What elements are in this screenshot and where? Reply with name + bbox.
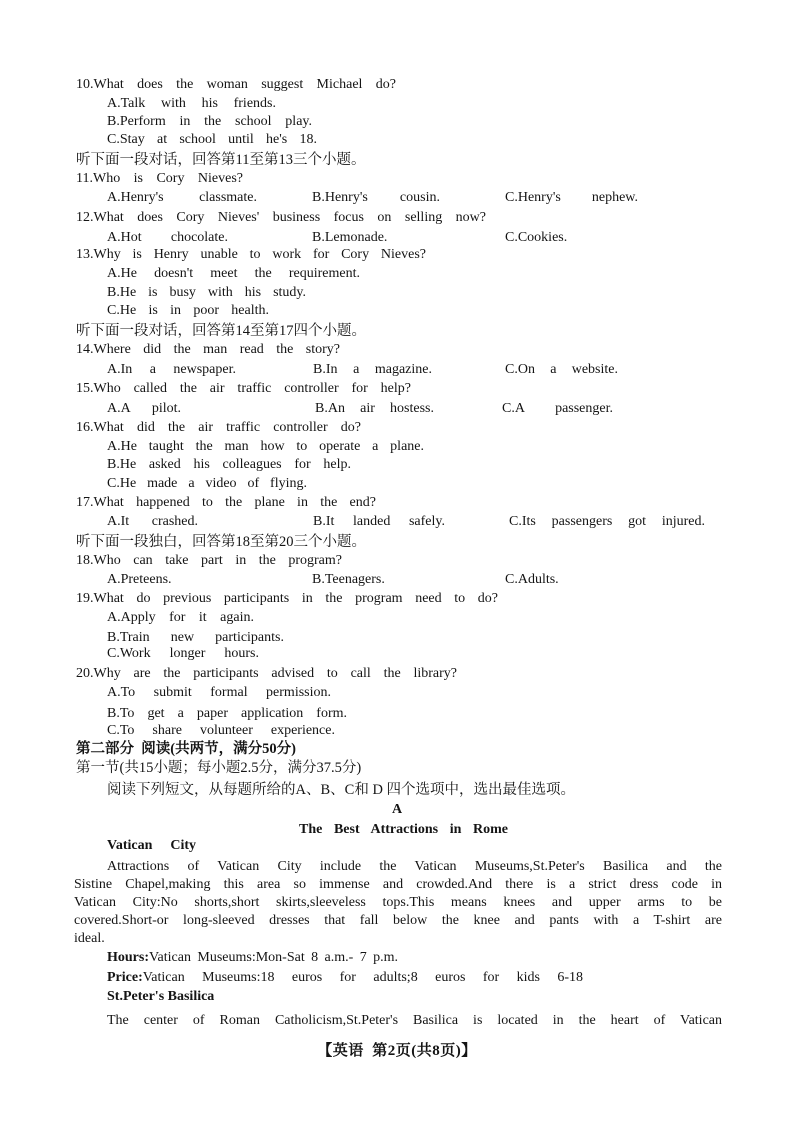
question-11-option-c: C.Henry's nephew. [505,190,638,205]
part-title: 第二部分 阅读(共两节，满分50分) [76,741,296,757]
question-14-stem: 14.Where did the man read the story? [76,342,340,357]
question-17-option-a: A.It crashed. [107,514,198,529]
question-19-option-c: C.Work longer hours. [107,646,259,661]
question-17-option-b: B.It landed safely. [313,514,445,529]
question-17-stem: 17.What happened to the plane in the end? [76,495,376,510]
question-10-option-b: B.Perform in the school play. [107,114,312,129]
vatican-paragraph-line: Attractions of Vatican City include the Vatican Museums,St.Peter's Basilica and the [107,859,722,874]
question-13-option-c: C.He is in poor health. [107,303,269,318]
question-12-stem: 12.What does Cory Nieves' business focus on selling now? [76,210,486,225]
question-20-option-a: A.To submit formal permission. [107,685,331,700]
question-19-option-a: A.Apply for it again. [107,610,254,625]
question-20-stem: 20.Why are the participants advised to call the library? [76,666,457,681]
vatican-paragraph-line: Vatican City:No shorts,short skirts,sleeveless tops.This means knees and upper arms to be [74,895,722,910]
question-12-option-c: C.Cookies. [505,230,568,245]
question-13-stem: 13.Why is Henry unable to work for Cory Nieves? [76,247,426,262]
price-value: Vatican Museums:18 euros for adults;8 euros for kids 6-18 [142,970,583,985]
question-15-option-a: A.A pilot. [107,401,181,416]
passage-letter: A [391,802,403,817]
vatican-price [107,969,583,987]
hours-value: Vatican Museums:Mon-Sat 8 a.m.- 7 p.m. [149,950,398,965]
question-10-stem: 10.What does the woman suggest Michael do? [76,77,396,92]
question-15-option-c: C.A passenger. [502,401,613,416]
vatican-paragraph-line: Sistine Chapel,making this area so immense and crowded.And there is a strict dress code in [74,877,722,892]
question-16-stem: 16.What did the air traffic controller do? [76,420,361,435]
question-20-option-c: C.To share volunteer experience. [107,723,335,738]
instruction-18-20: 听下面一段独白，回答第18至第20三个小题。 [76,534,366,550]
question-14-option-c: C.On a website. [505,362,618,377]
section-title: 第一节(共15小题；每小题2.5分，满分37.5分) [76,760,362,776]
question-10-option-a: A.Talk with his friends. [107,96,276,111]
question-20-option-b: B.To get a paper application form. [107,706,347,721]
question-15-stem: 15.Who called the air traffic controller for help? [76,381,411,396]
question-13-option-a: A.He doesn't meet the requirement. [107,266,360,281]
question-15-option-b: B.An air hostess. [315,401,434,416]
question-19-stem: 19.What do previous participants in the program need to do? [76,591,498,606]
vatican-city-heading: Vatican City [107,838,196,853]
question-16-option-c: C.He made a video of flying. [107,476,307,491]
question-17-option-c: C.Its passengers got injured. [509,514,705,529]
question-18-stem: 18.Who can take part in the program? [76,553,342,568]
question-14-option-a: A.In a newspaper. [107,362,236,377]
question-14-option-b: B.In a magazine. [313,362,432,377]
question-11-stem: 11.Who is Cory Nieves? [76,171,243,186]
passage-title: The Best Attractions in Rome [299,822,508,837]
vatican-hours [107,949,398,967]
instruction-14-17: 听下面一段对话，回答第14至第17四个小题。 [76,323,366,339]
st-peters-paragraph-line: The center of Roman Catholicism,St.Peter's Basilica is located in the heart of Vatican [107,1013,722,1028]
question-16-option-a: A.He taught the man how to operate a plane. [107,439,424,454]
vatican-paragraph-line: covered.Short-or long-sleeved dresses that fall below the knee and pants with a T-shirt are [74,913,722,928]
price-label: Price: [107,970,143,985]
question-18-option-c: C.Adults. [505,572,559,587]
hours-label: Hours: [107,950,149,965]
question-16-option-b: B.He asked his colleagues for help. [107,457,351,472]
question-18-option-a: A.Preteens. [107,572,172,587]
question-12-option-b: B.Lemonade. [312,230,388,245]
st-peters-basilica-heading: St.Peter's Basilica [107,989,215,1004]
instruction-11-13: 听下面一段对话，回答第11至第13三个小题。 [76,152,366,168]
question-10-option-c: C.Stay at school until he's 18. [107,132,317,147]
question-13-option-b: B.He is busy with his study. [107,285,306,300]
question-12-option-a: A.Hot chocolate. [107,230,228,245]
question-11-option-a: A.Henry's classmate. [107,190,257,205]
reading-directions: 阅读下列短文，从每题所给的A、B、C和 D 四个选项中，选出最佳选项。 [107,782,576,798]
question-11-option-b: B.Henry's cousin. [312,190,440,205]
question-18-option-b: B.Teenagers. [312,572,385,587]
question-19-option-b: B.Train new participants. [107,630,284,645]
page-footer: 【英语 第2页(共8页)】 [317,1043,477,1059]
vatican-paragraph-line: ideal. [74,931,105,946]
